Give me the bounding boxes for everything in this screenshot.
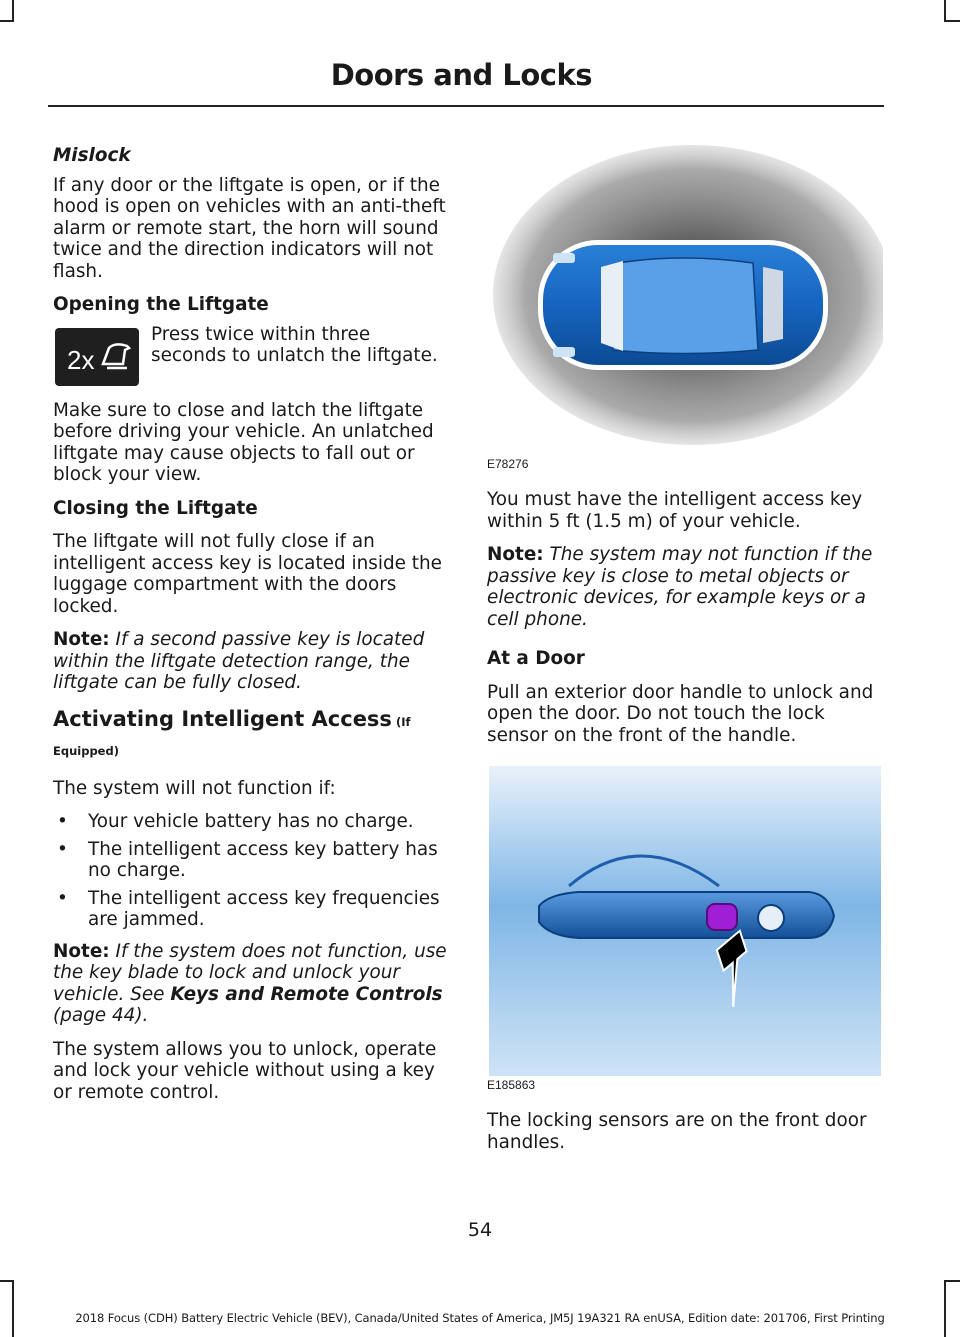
right-column [487, 145, 882, 1165]
sensors-text: The locking sensors are on the front door handles. [487, 1110, 867, 1153]
crop-mark [944, 1280, 960, 1282]
liftgate-warning-text: Make sure to close and latch the liftgate before driving your vehicle. An unlatched liftgate may cause objects to fall out or block your view. [53, 399, 434, 485]
headlight [553, 347, 575, 357]
crop-mark [0, 20, 14, 22]
left-column [53, 145, 448, 1115]
list-item: • The intelligent access key battery has no charge. [57, 838, 438, 881]
page-reference: (page 44). [53, 1005, 149, 1026]
crop-mark [12, 1280, 14, 1337]
note-label: Note: [53, 940, 110, 962]
crop-mark [944, 1280, 946, 1337]
vehicle-range-figure [483, 145, 883, 475]
header-divider [48, 105, 884, 107]
opening-liftgate-heading: Opening the Liftgate [53, 294, 269, 315]
note-label: Note: [53, 629, 110, 650]
closing-liftgate-heading: Closing the Liftgate [53, 497, 258, 519]
bullet-mark: • [57, 811, 68, 832]
vehicle-range-illustration [483, 145, 883, 460]
note-text: The system may not function if the passive key is close to metal objects or electronic devices, for example keys or a cell phone. [487, 544, 873, 630]
if-equipped-label: (If Equipped) [53, 714, 411, 758]
crop-mark [944, 20, 960, 22]
rear-window [763, 267, 783, 343]
note-label: Note: [487, 544, 544, 565]
door-handle-illustration [489, 766, 881, 1076]
bullet-mark: • [57, 887, 68, 909]
system-allows-text: The system allows you to unlock, operate and lock your vehicle without using a key or remote control. [53, 1038, 437, 1103]
note-text: If the system does not function, use the key blade to lock and unlock your vehicle. See [53, 940, 447, 1005]
closing-note [53, 629, 448, 694]
bullet-list [53, 811, 448, 931]
liftgate-button-row [53, 323, 448, 386]
note-text: If a second passive key is located within the liftgate detection range, the liftgate can be fully closed. [53, 629, 425, 693]
range-text: You must have the intelligent access key within 5 ft (1.5 m) of your vehicle. [487, 489, 863, 532]
lock-sensor [707, 904, 737, 930]
keys-remote-controls-link[interactable]: Keys and Remote Controls [170, 983, 443, 1005]
key-cylinder [758, 905, 784, 931]
at-a-door-heading: At a Door [487, 648, 585, 669]
door-handle [539, 892, 834, 938]
footer-text: 2018 Focus (CDH) Battery Electric Vehicle (BEV), Canada/United States of America, JM5J 19A321 RA enUSA, Edition date: 201706, First Printing [75, 1311, 885, 1325]
headlight [553, 253, 575, 263]
figure-code: E78276 [487, 456, 529, 471]
list-item: • Your vehicle battery has no charge. [57, 811, 414, 832]
activating-heading-text: Activating Intelligent Access [53, 706, 392, 731]
closing-liftgate-text: The liftgate will not fully close if an intelligent access key is located inside the luggage compartment with the doors locked. [53, 531, 442, 617]
crop-mark [12, 0, 14, 22]
crop-mark [0, 1280, 14, 1282]
liftgate-button-icon [55, 328, 139, 386]
car-roof [613, 258, 758, 354]
liftgate-button-text: Press twice within three seconds to unlatch the liftgate. [151, 323, 438, 366]
system-intro: The system will not function if: [53, 777, 336, 799]
activating-intelligent-access-heading [53, 706, 448, 764]
list-item: • The intelligent access key frequencies are jammed. [57, 887, 440, 930]
page-title: Doors and Locks [330, 58, 592, 92]
system-note [53, 941, 448, 1027]
mislock-heading: Mislock [53, 145, 131, 166]
twice-label: 2x [67, 344, 95, 375]
page-number: 54 [467, 1219, 493, 1241]
mislock-text: If any door or the liftgate is open, or if the hood is open on vehicles with an anti-theft alarm or remote start, the horn will sound twice and the direction indicators will not flash. [53, 174, 446, 282]
range-note [487, 544, 882, 630]
figure-code: E185863 [487, 1077, 536, 1092]
windshield [601, 261, 623, 351]
door-handle-figure [483, 766, 883, 1096]
crop-mark [944, 0, 946, 22]
bullet-mark: • [57, 838, 68, 860]
door-text: Pull an exterior door handle to unlock and open the door. Do not touch the lock sensor on the front of the handle. [487, 681, 874, 746]
